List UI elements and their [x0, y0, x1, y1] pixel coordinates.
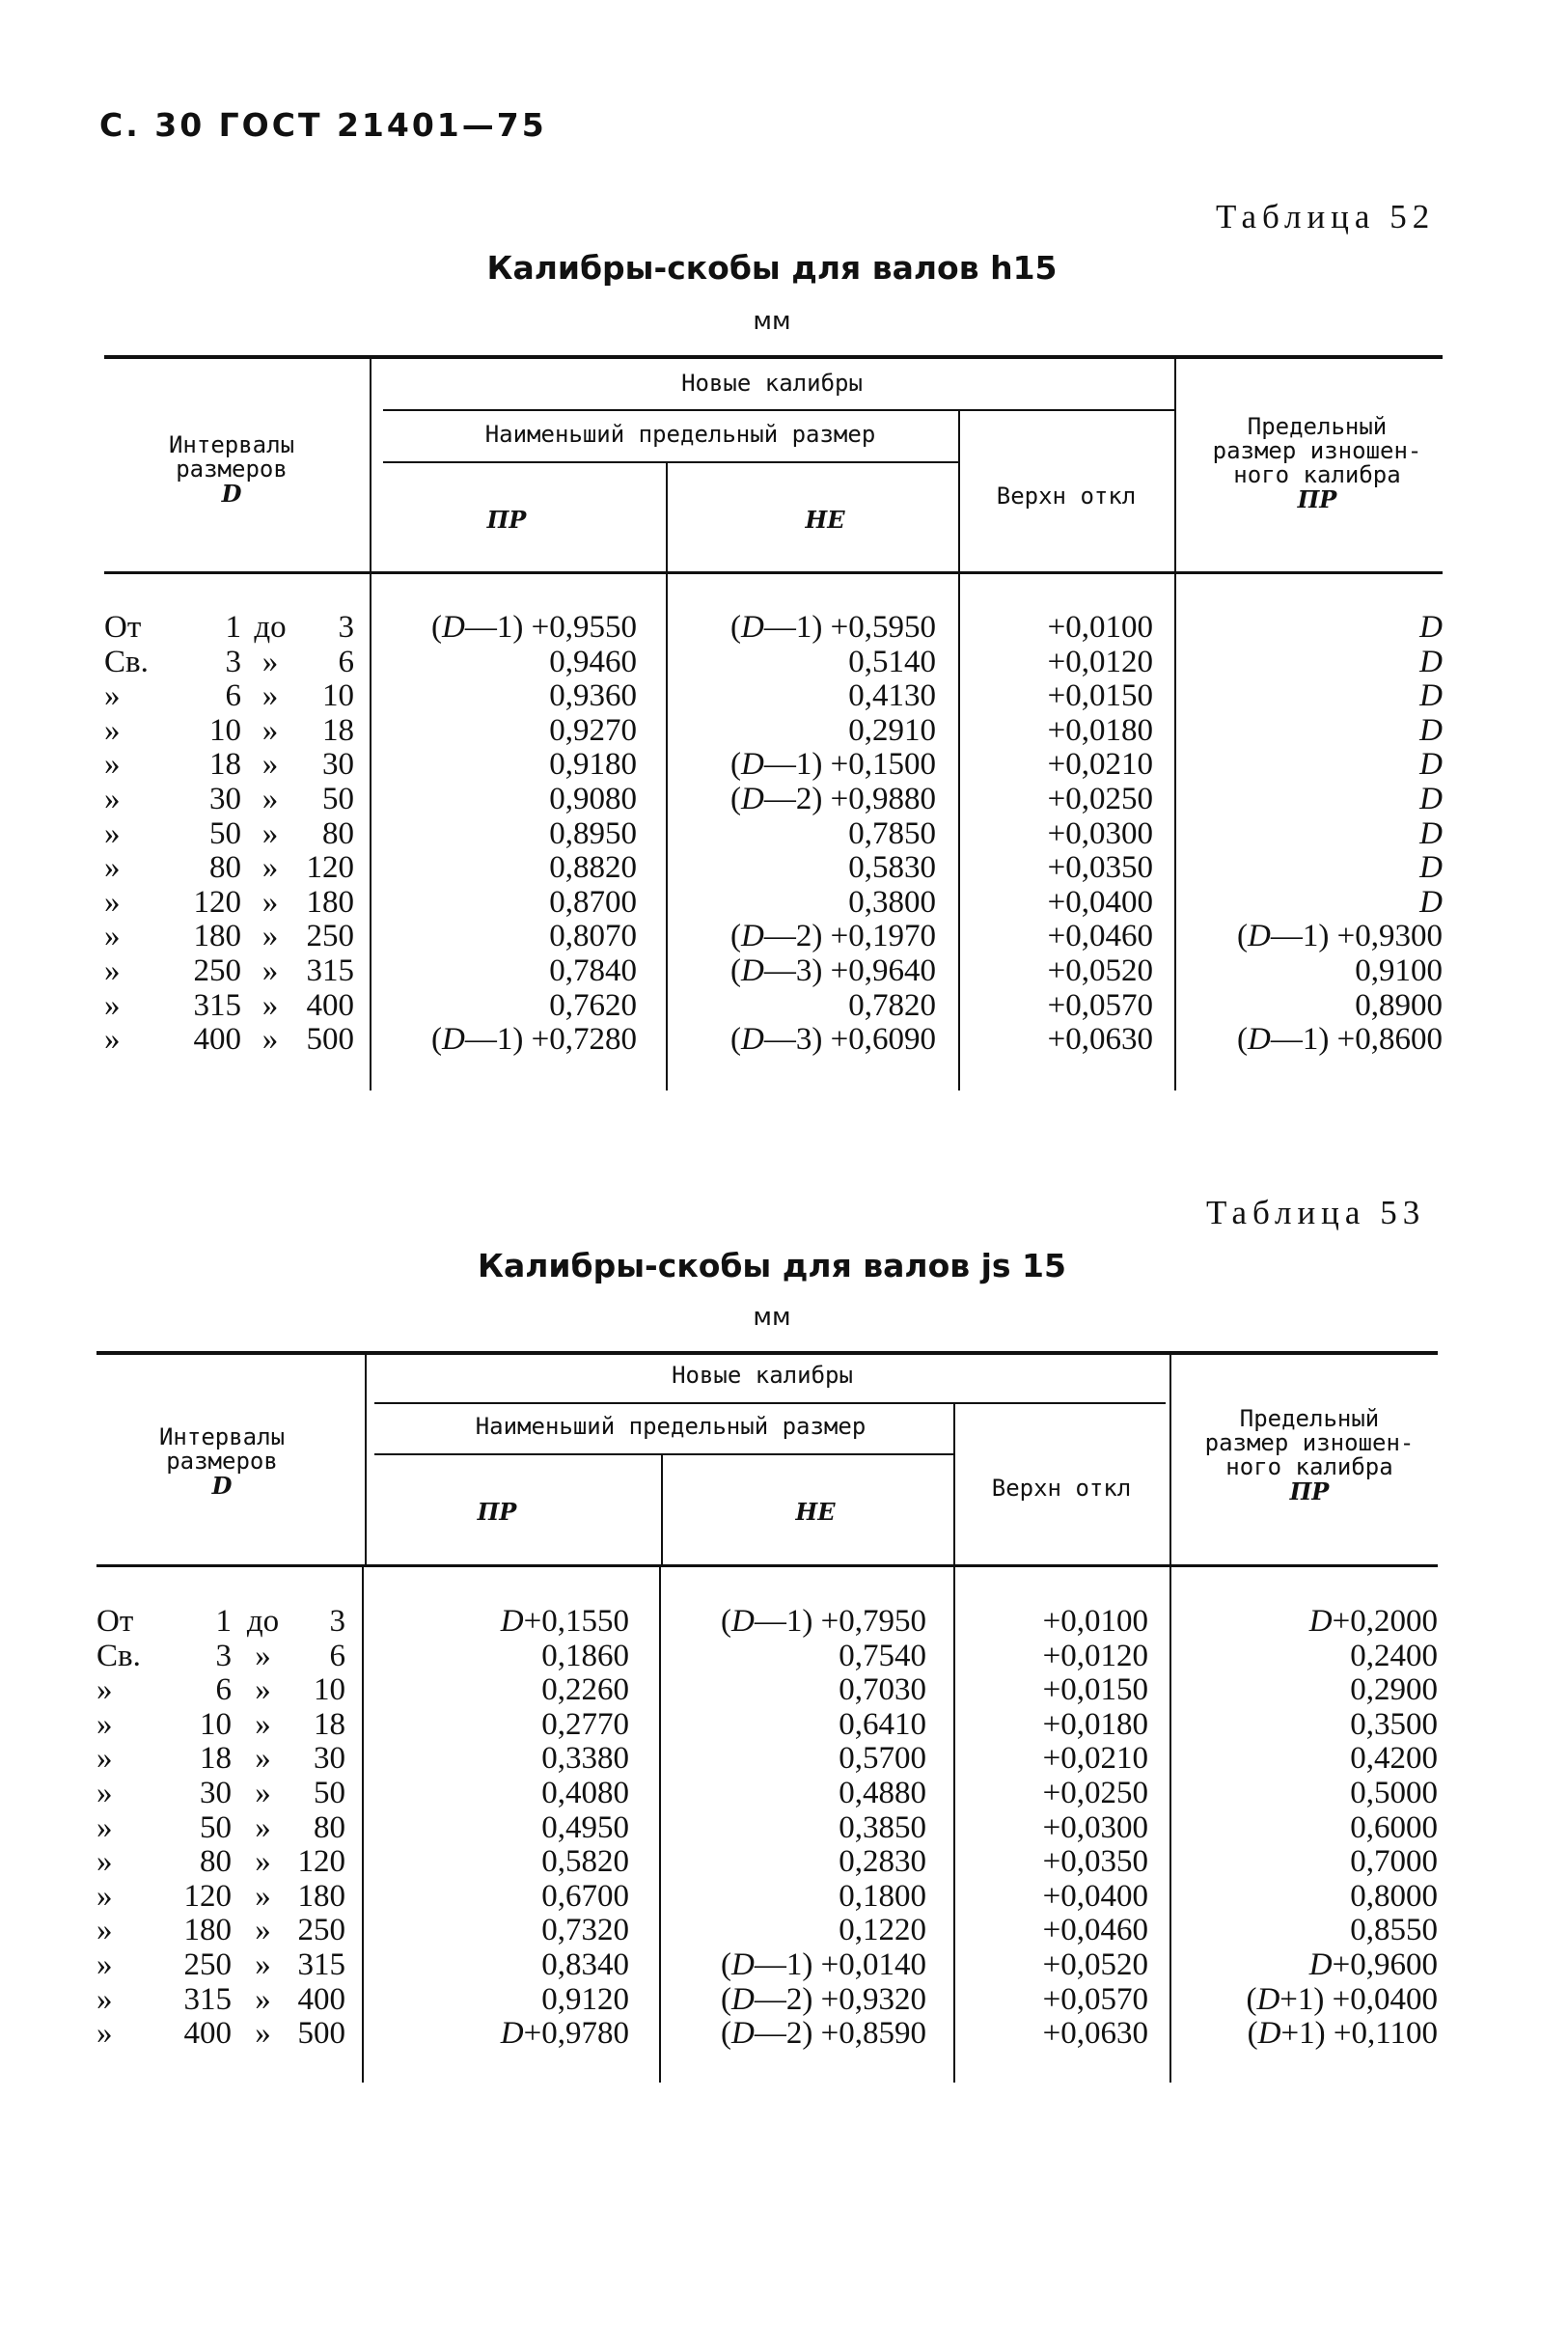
- cell-pre: »: [104, 712, 121, 748]
- cell-pre: »: [104, 782, 121, 816]
- cell-pre: »: [96, 1809, 113, 1845]
- table-title: Калибры-скобы для валов h15: [486, 249, 1058, 287]
- cell-to: 250: [306, 919, 354, 954]
- cell-from: 6: [225, 678, 241, 714]
- cell-to: 3: [338, 610, 354, 645]
- cell-from: 1: [215, 1604, 232, 1639]
- table-label: Таблица 52: [1216, 198, 1436, 235]
- cell-to: 120: [306, 850, 354, 886]
- cell-from: 18: [209, 747, 241, 783]
- cell-to: 30: [322, 747, 354, 783]
- table-title: Калибры-скобы для валов js 15: [478, 1247, 1066, 1284]
- cell-sep: »: [255, 1706, 271, 1742]
- cell-pr: 0,9270: [549, 712, 637, 748]
- cell-to: 18: [322, 712, 354, 748]
- cell-sep: »: [255, 1981, 271, 2017]
- cell-dev: +0,0300: [1042, 1809, 1148, 1845]
- cell-dev: +0,0150: [1042, 1672, 1148, 1708]
- cell-dev: +0,0180: [1047, 712, 1153, 748]
- cell-from: 120: [193, 884, 241, 920]
- header-new-gauges: Новые калибры: [681, 370, 863, 397]
- cell-ne: 0,4880: [839, 1776, 926, 1810]
- cell-dev: +0,0520: [1042, 1947, 1148, 1982]
- cell-sep: »: [255, 1947, 271, 1982]
- cell-dev: +0,0460: [1042, 1913, 1148, 1948]
- cell-dev: +0,0520: [1047, 953, 1153, 988]
- cell-sep: »: [261, 987, 279, 1023]
- header-min-limit: Наименьший предельный размер: [484, 421, 876, 448]
- cell-worn: D: [1419, 610, 1443, 645]
- cell-to: 6: [329, 1638, 345, 1673]
- cell-worn: 0,7000: [1350, 1844, 1438, 1880]
- cell-worn: D+0,2000: [1308, 1604, 1438, 1639]
- cell-ne: 0,5700: [839, 1741, 926, 1777]
- cell-from: 80: [200, 1844, 232, 1880]
- cell-worn: 0,8900: [1355, 987, 1443, 1023]
- cell-worn: (D+1) +0,0400: [1246, 1981, 1438, 2017]
- cell-pr: D+0,1550: [500, 1604, 629, 1639]
- cell-worn: D: [1419, 815, 1443, 851]
- cell-worn: D: [1419, 712, 1443, 748]
- cell-ne: 0,7820: [848, 987, 936, 1023]
- cell-dev: +0,0180: [1042, 1706, 1148, 1742]
- cell-pre: »: [104, 747, 121, 783]
- header-ne: НЕ: [805, 506, 845, 534]
- cell-ne: (D—1) +0,1500: [730, 747, 936, 783]
- cell-pr: 0,8820: [549, 850, 637, 886]
- cell-pre: От: [96, 1604, 134, 1639]
- cell-to: 315: [306, 953, 354, 988]
- cell-to: 18: [314, 1706, 345, 1742]
- cell-worn: D: [1419, 782, 1443, 816]
- cell-sep: »: [255, 1741, 271, 1777]
- cell-dev: +0,0630: [1047, 1022, 1153, 1058]
- cell-worn: 0,8550: [1350, 1913, 1438, 1948]
- cell-from: 315: [193, 987, 241, 1023]
- cell-dev: +0,0150: [1047, 678, 1153, 714]
- cell-worn: D+0,9600: [1308, 1947, 1438, 1982]
- cell-pr: 0,8950: [549, 815, 637, 851]
- cell-sep: »: [255, 2016, 271, 2052]
- cell-dev: +0,0400: [1047, 884, 1153, 920]
- cell-sep: »: [261, 712, 279, 748]
- cell-sep: »: [255, 1878, 271, 1914]
- cell-ne: (D—3) +0,9640: [730, 953, 936, 988]
- cell-ne: (D—2) +0,9320: [721, 1981, 926, 2017]
- cell-pre: »: [104, 884, 121, 920]
- cell-worn: D: [1419, 644, 1443, 679]
- header-pr: ПР: [486, 506, 527, 534]
- cell-to: 3: [329, 1604, 345, 1639]
- header-worn: Предельный размер изношен- ного калибра ПР: [1204, 1405, 1415, 1505]
- cell-pre: »: [96, 1776, 113, 1810]
- cell-to: 400: [297, 1981, 345, 2017]
- cell-ne: 0,4130: [848, 678, 936, 714]
- cell-to: 500: [306, 1022, 354, 1058]
- cell-dev: +0,0250: [1042, 1776, 1148, 1810]
- cell-from: 18: [200, 1741, 232, 1777]
- cell-to: 50: [322, 782, 354, 816]
- cell-sep: »: [261, 850, 279, 886]
- cell-ne: 0,5140: [848, 644, 936, 679]
- cell-dev: +0,0350: [1042, 1844, 1148, 1880]
- cell-worn: D: [1419, 678, 1443, 714]
- cell-pre: »: [104, 850, 121, 886]
- cell-ne: 0,1220: [839, 1913, 926, 1948]
- cell-ne: 0,1800: [839, 1878, 926, 1914]
- cell-dev: +0,0210: [1047, 747, 1153, 783]
- cell-from: 6: [215, 1672, 232, 1708]
- cell-sep: »: [261, 644, 279, 679]
- cell-sep: до: [254, 610, 287, 645]
- cell-ne: 0,7030: [839, 1672, 926, 1708]
- cell-pre: »: [104, 987, 121, 1023]
- cell-dev: +0,0570: [1047, 987, 1153, 1023]
- cell-ne: (D—2) +0,1970: [730, 919, 936, 954]
- header-upper-dev: Верхн откл: [996, 483, 1137, 510]
- cell-dev: +0,0400: [1042, 1878, 1148, 1914]
- cell-pr: 0,4080: [541, 1776, 629, 1810]
- header-ne: НЕ: [795, 1498, 836, 1526]
- cell-from: 250: [193, 953, 241, 988]
- cell-pr: 0,2260: [541, 1672, 629, 1708]
- cell-from: 30: [200, 1776, 232, 1810]
- table-label: Таблица 53: [1206, 1194, 1426, 1231]
- page-header: С. 30 ГОСТ 21401—75: [99, 106, 547, 144]
- cell-ne: (D—1) +0,5950: [730, 610, 936, 645]
- cell-sep: »: [255, 1913, 271, 1948]
- cell-pr: 0,3380: [541, 1741, 629, 1777]
- cell-pr: 0,9360: [549, 678, 637, 714]
- cell-pr: 0,6700: [541, 1878, 629, 1914]
- cell-ne: 0,2830: [839, 1844, 926, 1880]
- header-intervals: Интервалы размеров D: [168, 431, 295, 508]
- cell-from: 50: [209, 815, 241, 851]
- cell-from: 400: [193, 1022, 241, 1058]
- cell-pr: (D—1) +0,9550: [431, 610, 637, 645]
- cell-pr: 0,9080: [549, 782, 637, 816]
- cell-ne: 0,3800: [848, 884, 936, 920]
- cell-from: 3: [225, 644, 241, 679]
- cell-sep: »: [261, 815, 279, 851]
- cell-ne: 0,7850: [848, 815, 936, 851]
- cell-pre: »: [104, 919, 121, 954]
- cell-ne: (D—2) +0,9880: [730, 782, 936, 816]
- cell-from: 50: [200, 1809, 232, 1845]
- cell-worn: D: [1419, 884, 1443, 920]
- cell-to: 30: [314, 1741, 345, 1777]
- cell-worn: 0,3500: [1350, 1706, 1438, 1742]
- cell-from: 10: [200, 1706, 232, 1742]
- cell-pre: »: [96, 1672, 113, 1708]
- cell-sep: »: [261, 1022, 279, 1058]
- cell-pr: 0,8700: [549, 884, 637, 920]
- cell-pre: »: [96, 1947, 113, 1982]
- cell-to: 6: [338, 644, 354, 679]
- cell-pre: »: [96, 2016, 113, 2052]
- cell-from: 30: [209, 782, 241, 816]
- cell-from: 1: [225, 610, 241, 645]
- cell-pre: »: [96, 1981, 113, 2017]
- cell-worn: 0,6000: [1350, 1809, 1438, 1845]
- cell-sep: до: [246, 1604, 280, 1639]
- cell-sep: »: [261, 953, 279, 988]
- cell-dev: +0,0120: [1047, 644, 1153, 679]
- cell-ne: (D—2) +0,8590: [721, 2016, 926, 2052]
- cell-pre: »: [96, 1878, 113, 1914]
- cell-from: 315: [183, 1981, 232, 2017]
- cell-pr: 0,2770: [541, 1706, 629, 1742]
- cell-pr: 0,7840: [549, 953, 637, 988]
- cell-sep: »: [255, 1638, 271, 1673]
- cell-dev: +0,0350: [1047, 850, 1153, 886]
- header-upper-dev: Верхн откл: [991, 1475, 1132, 1502]
- cell-pre: »: [104, 815, 121, 851]
- cell-dev: +0,0100: [1042, 1604, 1148, 1639]
- cell-from: 180: [183, 1913, 232, 1948]
- cell-worn: 0,9100: [1355, 953, 1443, 988]
- cell-sep: »: [255, 1672, 271, 1708]
- cell-from: 180: [193, 919, 241, 954]
- cell-dev: +0,0460: [1047, 919, 1153, 954]
- cell-sep: »: [255, 1809, 271, 1845]
- cell-sep: »: [261, 678, 279, 714]
- cell-sep: »: [261, 919, 279, 954]
- cell-pr: 0,5820: [541, 1844, 629, 1880]
- cell-pr: 0,8340: [541, 1947, 629, 1982]
- cell-dev: +0,0300: [1047, 815, 1153, 851]
- cell-pre: Св.: [96, 1638, 141, 1673]
- cell-ne: 0,2910: [848, 712, 936, 748]
- cell-dev: +0,0120: [1042, 1638, 1148, 1673]
- cell-pr: D+0,9780: [500, 2016, 629, 2052]
- cell-from: 3: [215, 1638, 232, 1673]
- cell-dev: +0,0630: [1042, 2016, 1148, 2052]
- cell-pre: »: [104, 678, 121, 714]
- cell-ne: 0,6410: [839, 1706, 926, 1742]
- cell-worn: D: [1419, 747, 1443, 783]
- cell-from: 250: [183, 1947, 232, 1982]
- cell-pre: »: [104, 1022, 121, 1058]
- cell-pr: 0,4950: [541, 1809, 629, 1845]
- cell-worn: 0,2400: [1350, 1638, 1438, 1673]
- cell-pr: 0,9460: [549, 644, 637, 679]
- cell-sep: »: [261, 782, 279, 816]
- cell-pr: (D—1) +0,7280: [431, 1022, 637, 1058]
- cell-dev: +0,0210: [1042, 1741, 1148, 1777]
- cell-pre: Св.: [104, 644, 149, 679]
- header-worn: Предельный размер изношен- ного калибра ПР: [1212, 413, 1422, 513]
- header-min-limit: Наименьший предельный размер: [475, 1413, 867, 1440]
- cell-to: 180: [306, 884, 354, 920]
- unit-label: мм: [753, 1303, 791, 1332]
- cell-worn: 0,4200: [1350, 1741, 1438, 1777]
- cell-ne: 0,7540: [839, 1638, 926, 1673]
- cell-ne: 0,3850: [839, 1809, 926, 1845]
- cell-to: 400: [306, 987, 354, 1023]
- cell-pre: »: [96, 1706, 113, 1742]
- cell-to: 500: [297, 2016, 345, 2052]
- cell-pre: »: [104, 953, 121, 988]
- cell-dev: +0,0100: [1047, 610, 1153, 645]
- cell-worn: (D—1) +0,9300: [1237, 919, 1443, 954]
- cell-sep: »: [255, 1776, 271, 1810]
- cell-pr: 0,7620: [549, 987, 637, 1023]
- cell-to: 120: [297, 1844, 345, 1880]
- cell-to: 180: [297, 1878, 345, 1914]
- cell-ne: 0,5830: [848, 850, 936, 886]
- header-pr: ПР: [477, 1498, 517, 1526]
- cell-ne: (D—1) +0,7950: [721, 1604, 926, 1639]
- cell-pr: 0,8070: [549, 919, 637, 954]
- cell-to: 10: [314, 1672, 345, 1708]
- cell-from: 80: [209, 850, 241, 886]
- cell-from: 120: [183, 1878, 232, 1914]
- cell-pr: 0,7320: [541, 1913, 629, 1948]
- cell-worn: (D—1) +0,8600: [1237, 1022, 1443, 1058]
- cell-to: 80: [314, 1809, 345, 1845]
- cell-ne: (D—1) +0,0140: [721, 1947, 926, 1982]
- cell-to: 10: [322, 678, 354, 714]
- cell-worn: D: [1419, 850, 1443, 886]
- cell-pre: »: [96, 1741, 113, 1777]
- cell-worn: 0,2900: [1350, 1672, 1438, 1708]
- cell-pr: 0,9180: [549, 747, 637, 783]
- header-new-gauges: Новые калибры: [672, 1362, 853, 1389]
- cell-pr: 0,1860: [541, 1638, 629, 1673]
- cell-dev: +0,0250: [1047, 782, 1153, 816]
- cell-to: 250: [297, 1913, 345, 1948]
- cell-pre: »: [96, 1913, 113, 1948]
- cell-dev: +0,0570: [1042, 1981, 1148, 2017]
- cell-sep: »: [261, 747, 279, 783]
- unit-label: мм: [753, 307, 791, 336]
- header-intervals: Интервалы размеров D: [158, 1423, 286, 1500]
- cell-pr: 0,9120: [541, 1981, 629, 2017]
- cell-pre: »: [96, 1844, 113, 1880]
- cell-sep: »: [261, 884, 279, 920]
- cell-sep: »: [255, 1844, 271, 1880]
- cell-worn: (D+1) +0,1100: [1247, 2016, 1438, 2052]
- cell-from: 10: [209, 712, 241, 748]
- cell-pre: От: [104, 610, 142, 645]
- cell-to: 50: [314, 1776, 345, 1810]
- cell-to: 315: [297, 1947, 345, 1982]
- cell-from: 400: [183, 2016, 232, 2052]
- cell-worn: 0,8000: [1350, 1878, 1438, 1914]
- cell-worn: 0,5000: [1350, 1776, 1438, 1810]
- cell-to: 80: [322, 815, 354, 851]
- cell-ne: (D—3) +0,6090: [730, 1022, 936, 1058]
